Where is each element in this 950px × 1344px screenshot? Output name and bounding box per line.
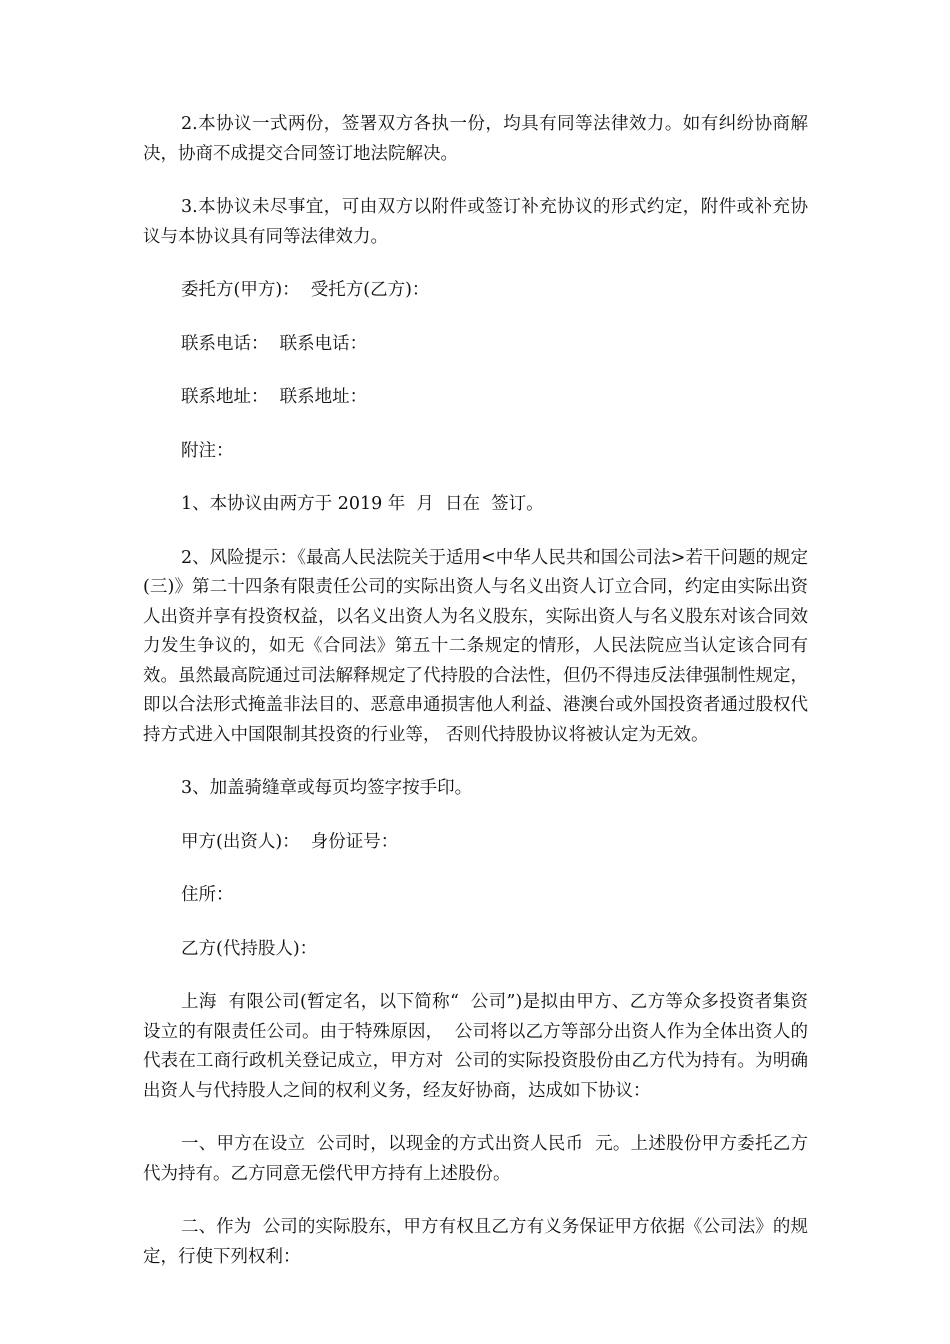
- signature-principal-agent: 委托方(甲方)： 受托方(乙方)：: [181, 280, 430, 300]
- article-1-capital-contribution: 一、甲方在设立 公司时，以现金的方式出资人民币 元。上述股份甲方委托乙方代为持有。乙方同意无偿代甲方持有上述股份。: [143, 1134, 808, 1184]
- clause-2-copies-and-disputes: 2.本协议一式两份，签署双方各执一份，均具有同等法律效力。如有纠纷协商解决，协商不成提交合同签订地法院解决。: [143, 114, 808, 164]
- preamble-paragraph: 上海 有限公司(暂定名，以下简称“ 公司”)是拟由甲方、乙方等众多投资者集资设立的有限责任公司。由于特殊原因， 公司将以乙方等部分出资人作为全体出资人的代表在工商行政机关登记成立，甲方对 公司的实际投资股份由乙方代为持有。为明确出资人与代持股人之间的权利义务，经友好协商，达成如下协议：: [143, 992, 808, 1101]
- signature-address: 联系地址： 联系地址：: [181, 387, 368, 407]
- note-2-risk-warning: 2、风险提示：《最高人民法院关于适用<中华人民共和国公司法>若干问题的规定(三)》第二十四条有限责任公司的实际出资人与名义出资人订立合同，约定由实际出资人出资并享有投资权益，以名义出资人为名义股东，实际出资人与名义股东对该合同效力发生争议的，如无《合同法》第五十二条规定的情形，人民法院应当认定该合同有效。虽然最高院通过司法解释规定了代持股的合法性，但仍不得违反法律强制性规定，即以合法形式掩盖非法目的、恶意串通损害他人利益、港澳台或外国投资者通过股权代持方式进入中国限制其投资的行业等， 否则代持股协议将被认定为无效。: [143, 547, 808, 745]
- party-a-residence: 住所：: [181, 885, 234, 905]
- clause-3-supplementary-agreements: 3.本协议未尽事宜，可由双方以附件或签订补充协议的形式约定，附件或补充协议与本协议具有同等法律效力。: [143, 197, 808, 247]
- note-1-signing-date: 1、本协议由两方于 2019 年 月 日在 签订。: [181, 494, 544, 514]
- article-2-shareholder-rights: 二、作为 公司的实际股东，甲方有权且乙方有义务保证甲方依据《公司法》的规定，行使下列权利：: [143, 1217, 808, 1267]
- document-page: [143, 110, 808, 1296]
- party-b-nominee: 乙方(代持股人)：: [181, 938, 318, 959]
- notes-heading: 附注：: [181, 440, 234, 461]
- party-a-investor-id: 甲方(出资人)： 身份证号：: [181, 831, 399, 852]
- signature-phone: 联系电话： 联系电话：: [181, 333, 368, 354]
- note-3-seal-and-fingerprint: 3、加盖骑缝章或每页均签字按手印。: [181, 778, 473, 798]
